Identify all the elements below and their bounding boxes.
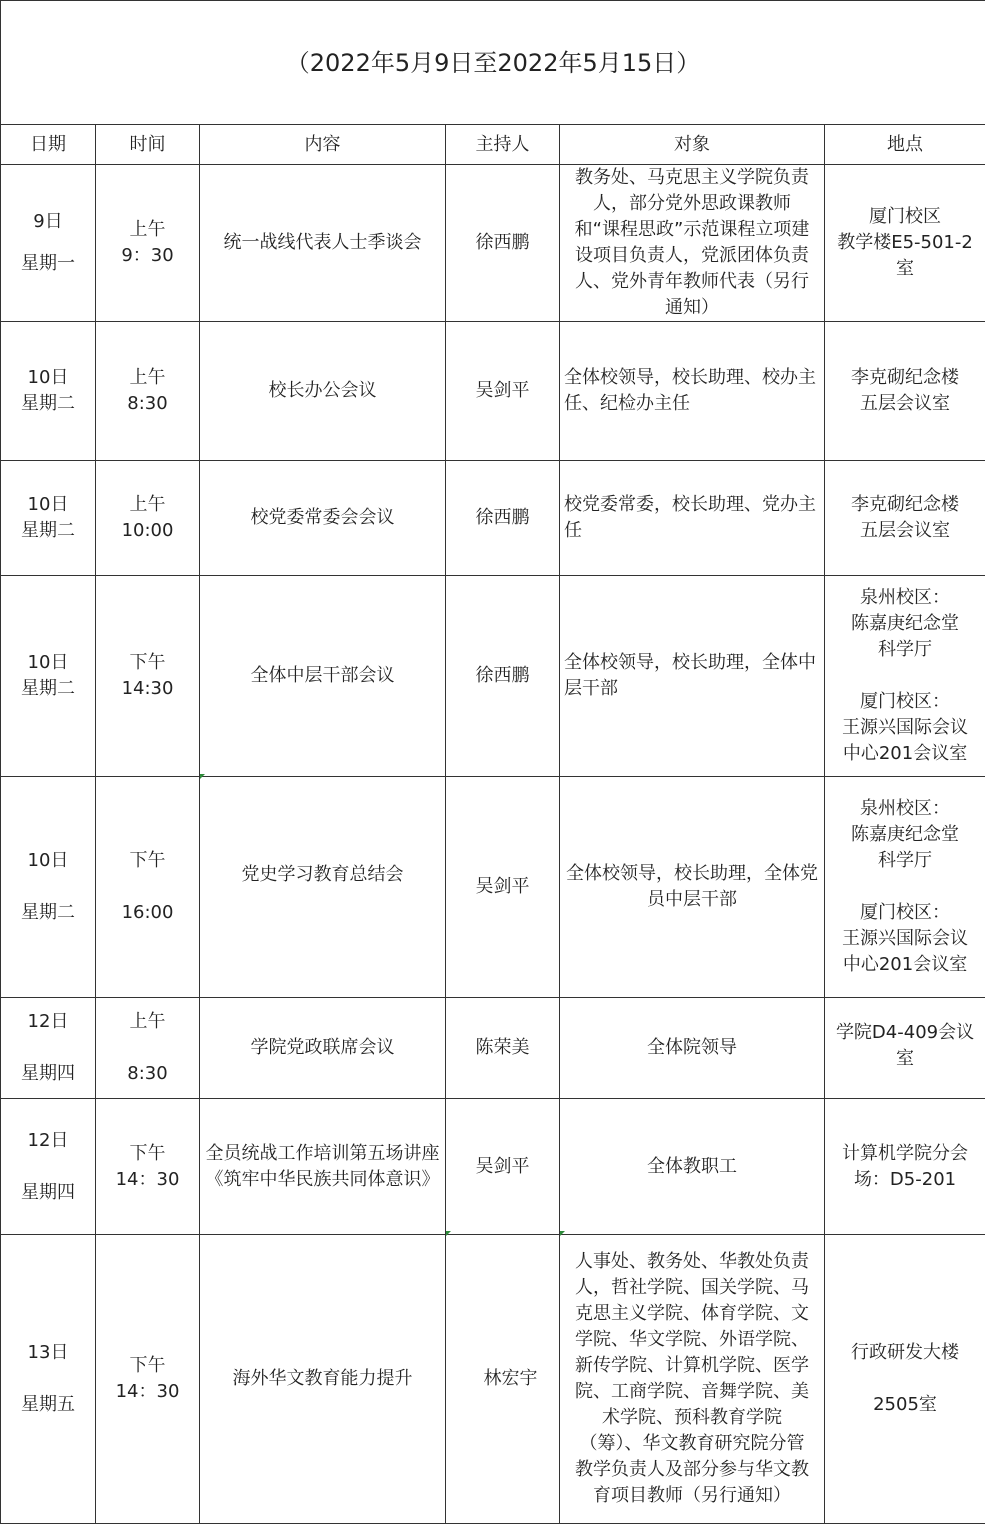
time: 9：30	[100, 243, 195, 269]
location-line: 五层会议室	[829, 518, 981, 544]
header-host: 主持人	[446, 125, 560, 165]
location-cell: 学院D4-409会议室	[825, 998, 985, 1099]
date-cell	[1, 1099, 96, 1235]
audience-cell: 全体校领导，校长助理、校办主任、纪检办主任	[560, 322, 825, 461]
host-cell: 吴剑平	[446, 1099, 560, 1235]
host-cell: 徐西鹏	[446, 165, 560, 322]
date-cell	[1, 1235, 96, 1524]
location-line: 科学厅	[829, 637, 981, 663]
date-cell	[1, 576, 96, 777]
date: 9日	[5, 209, 91, 235]
period: 下午	[100, 848, 195, 874]
time: 8:30	[100, 391, 195, 417]
host-cell: 吴剑平	[446, 322, 560, 461]
date-cell	[1, 777, 96, 998]
time: 14：30	[100, 1167, 195, 1193]
period: 下午	[100, 1353, 195, 1379]
location-line: 厦门校区	[829, 204, 981, 230]
time: 14：30	[100, 1379, 195, 1405]
location-cell	[825, 322, 985, 461]
period: 上午	[100, 365, 195, 391]
location-line: 陈嘉庚纪念堂	[829, 611, 981, 637]
audience-cell: 全体院领导	[560, 998, 825, 1099]
date: 10日	[5, 848, 91, 874]
time: 14:30	[100, 676, 195, 702]
time-cell	[96, 998, 200, 1099]
schedule-title: （2022年5月9日至2022年5月15日）	[1, 1, 985, 125]
date-cell	[1, 998, 96, 1099]
location-line: 中心201会议室	[829, 952, 981, 978]
date: 12日	[5, 1128, 91, 1154]
audience-cell: 人事处、教务处、华教处负责人，哲社学院、国关学院、马克思主义学院、体育学院、文学院、华文学院、外语学院、新传学院、计算机学院、医学院、工商学院、音舞学院、美术学院、预科教育学院（筹）、华文教育研究院分管教学负责人及部分参与华文教育项目教师（另行通知）	[560, 1235, 825, 1524]
host-cell: 吴剑平	[446, 777, 560, 998]
date: 10日	[5, 650, 91, 676]
location-line: 厦门校区：	[829, 900, 981, 926]
cell-comment-marker	[446, 1231, 451, 1236]
location-line: 李克砌纪念楼	[829, 492, 981, 518]
location-line: 陈嘉庚纪念堂	[829, 822, 981, 848]
location-line: 科学厅	[829, 848, 981, 874]
period: 上午	[100, 492, 195, 518]
date-cell	[1, 165, 96, 322]
time: 8:30	[100, 1061, 195, 1087]
header-row	[1, 125, 985, 165]
location-cell	[825, 576, 985, 777]
date: 12日	[5, 1009, 91, 1035]
date: 10日	[5, 365, 91, 391]
table-row	[1, 1099, 985, 1235]
location-line: 中心201会议室	[829, 741, 981, 767]
weekday: 星期一	[5, 251, 91, 277]
period: 下午	[100, 1141, 195, 1167]
location-cell	[825, 777, 985, 998]
header-content: 内容	[200, 125, 446, 165]
location-cell	[825, 461, 985, 576]
table-row	[1, 322, 985, 461]
content-cell: 海外华文教育能力提升	[200, 1235, 446, 1524]
time-cell	[96, 165, 200, 322]
location-line: 王源兴国际会议	[829, 715, 981, 741]
audience-cell: 全体校领导，校长助理，全体党员中层干部	[560, 777, 825, 998]
time-cell	[96, 777, 200, 998]
period: 下午	[100, 650, 195, 676]
time-cell	[96, 1235, 200, 1524]
location-line: 厦门校区：	[829, 689, 981, 715]
content-cell: 校长办公会议	[200, 322, 446, 461]
date-cell	[1, 461, 96, 576]
table-row	[1, 576, 985, 777]
host-cell: 徐西鹏	[446, 576, 560, 777]
time-cell	[96, 1099, 200, 1235]
content-cell: 党史学习教育总结会	[200, 777, 446, 998]
header-audience: 对象	[560, 125, 825, 165]
content-cell: 全员统战工作培训第五场讲座《筑牢中华民族共同体意识》	[200, 1099, 446, 1235]
header-location: 地点	[825, 125, 985, 165]
content-cell: 统一战线代表人士季谈会	[200, 165, 446, 322]
location-line: 教学楼E5-501-2室	[829, 230, 981, 282]
table-row	[1, 461, 985, 576]
weekday: 星期二	[5, 391, 91, 417]
date: 13日	[5, 1340, 91, 1366]
location-line: 王源兴国际会议	[829, 926, 981, 952]
location-line: 行政研发大楼	[829, 1340, 981, 1366]
audience-cell: 全体校领导，校长助理，全体中层干部	[560, 576, 825, 777]
period: 上午	[100, 217, 195, 243]
weekday: 星期二	[5, 518, 91, 544]
host-cell: 林宏宇	[446, 1235, 560, 1524]
location-line: 2505室	[829, 1392, 981, 1418]
location-line: 泉州校区：	[829, 585, 981, 611]
header-time: 时间	[96, 125, 200, 165]
weekday: 星期五	[5, 1392, 91, 1418]
cell-comment-marker	[560, 1231, 565, 1236]
location-cell	[825, 1235, 985, 1524]
time-cell	[96, 322, 200, 461]
weekday: 星期四	[5, 1180, 91, 1206]
location-line: 五层会议室	[829, 391, 981, 417]
weekday: 星期二	[5, 676, 91, 702]
location-line: 李克砌纪念楼	[829, 365, 981, 391]
audience-cell: 校党委常委，校长助理、党办主任	[560, 461, 825, 576]
table-row	[1, 165, 985, 322]
host-cell: 徐西鹏	[446, 461, 560, 576]
cell-comment-marker	[200, 774, 205, 779]
table-row	[1, 998, 985, 1099]
date-cell	[1, 322, 96, 461]
content-cell: 全体中层干部会议	[200, 576, 446, 777]
time-cell	[96, 461, 200, 576]
header-date: 日期	[1, 125, 96, 165]
time: 16:00	[100, 900, 195, 926]
weekday: 星期二	[5, 900, 91, 926]
table-row	[1, 1235, 985, 1524]
table-row	[1, 777, 985, 998]
location-line: 泉州校区：	[829, 796, 981, 822]
weekday: 星期四	[5, 1061, 91, 1087]
host-cell: 陈荣美	[446, 998, 560, 1099]
location-cell	[825, 165, 985, 322]
time-cell	[96, 576, 200, 777]
date: 10日	[5, 492, 91, 518]
audience-cell: 教务处、马克思主义学院负责人，部分党外思政课教师和“课程思政”示范课程立项建设项目负责人，党派团体负责人、党外青年教师代表（另行通知）	[560, 165, 825, 322]
time: 10:00	[100, 518, 195, 544]
location-cell: 计算机学院分会场：D5-201	[825, 1099, 985, 1235]
audience-cell: 全体教职工	[560, 1099, 825, 1235]
content-cell: 校党委常委会会议	[200, 461, 446, 576]
period: 上午	[100, 1009, 195, 1035]
content-cell: 学院党政联席会议	[200, 998, 446, 1099]
